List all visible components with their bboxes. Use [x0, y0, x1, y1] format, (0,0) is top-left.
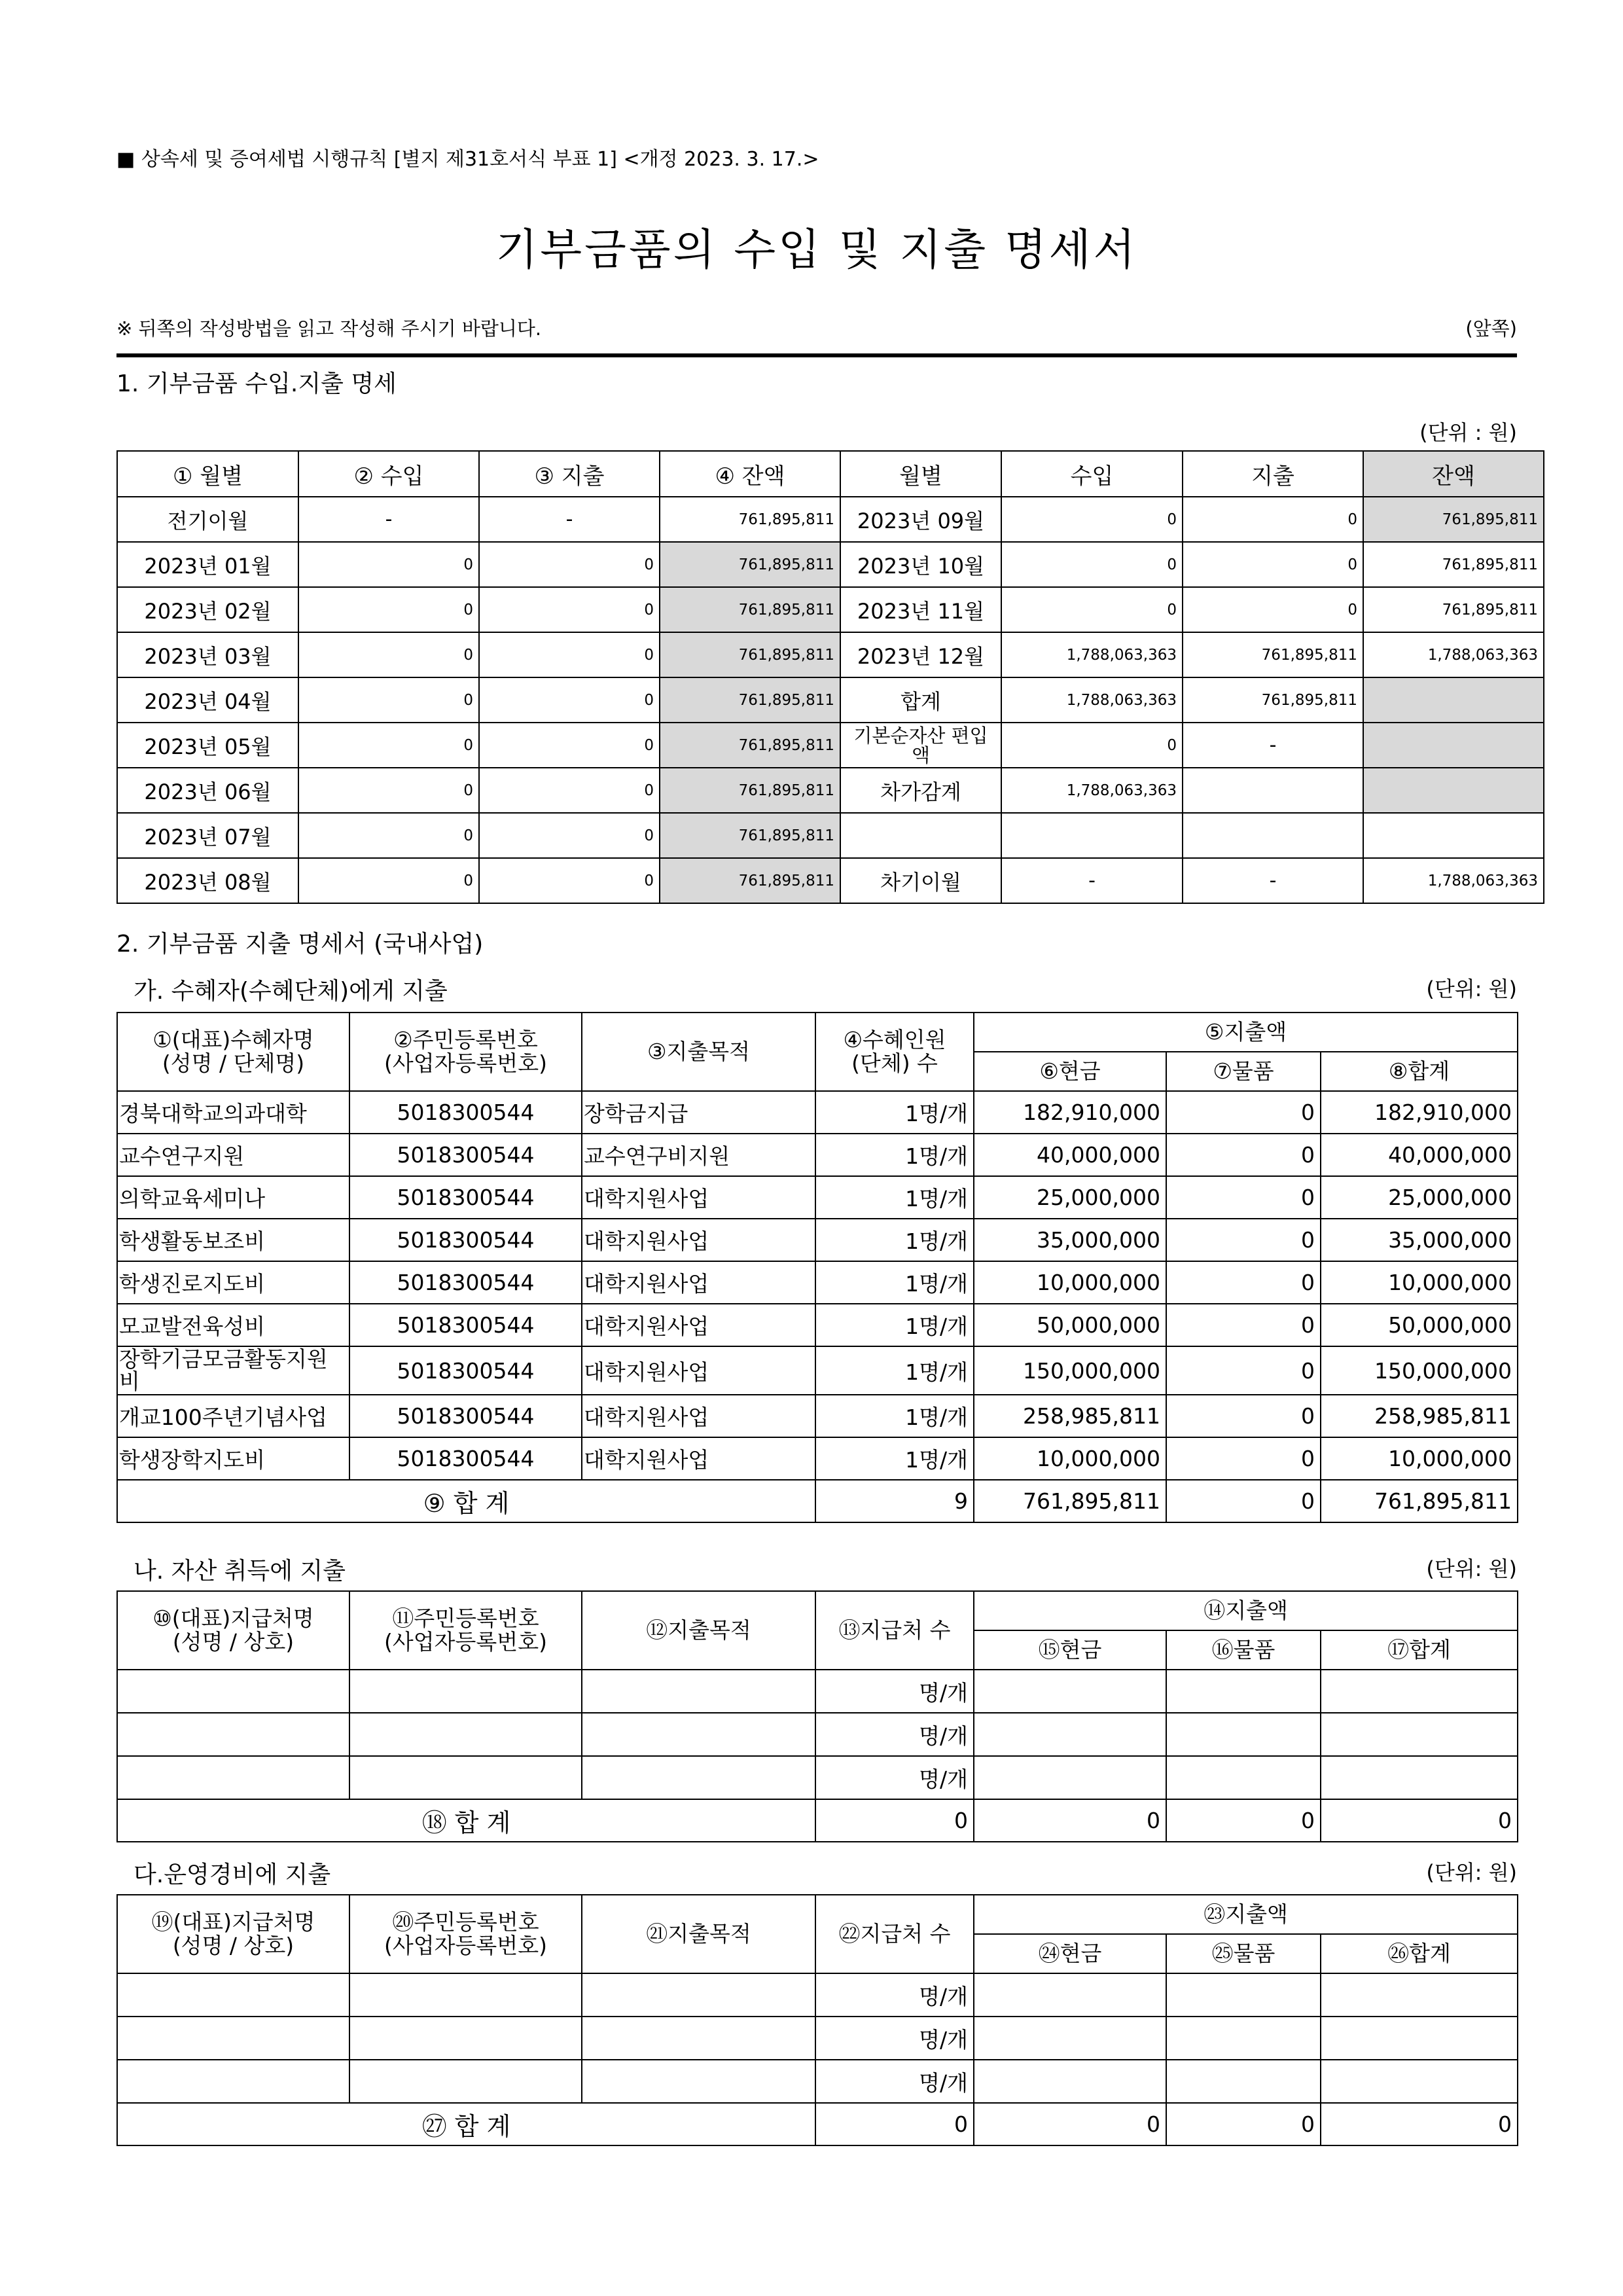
expense-cell: 0	[479, 768, 660, 813]
reg-no-cell: 5018300544	[349, 1261, 582, 1304]
header-reg-no	[349, 1895, 582, 1973]
header-payee-line2: (성명 / 상호)	[172, 1933, 294, 1958]
expense-cell	[1183, 813, 1363, 858]
purpose-cell: 대학지원사업	[582, 1346, 815, 1395]
count-cell: 명/개	[815, 1756, 974, 1799]
balance-cell: 761,895,811	[660, 542, 840, 587]
header-payee	[117, 1895, 349, 1973]
sum-count: 9	[815, 1480, 974, 1522]
balance-cell: 1,788,063,363	[1363, 632, 1544, 677]
header-balance: ④ 잔액	[660, 451, 840, 497]
section1-unit: (단위 : 원)	[1419, 420, 1517, 445]
expense-cell	[1183, 768, 1363, 813]
sum-cash: 0	[974, 2103, 1166, 2145]
balance-cell: 761,895,811	[1363, 587, 1544, 632]
form-number: ■ 상속세 및 증여세법 시행규칙 [별지 제31호서식 부표 1] <개정 2023. 3. 17.>	[116, 148, 819, 171]
purpose-cell: 교수연구비지원	[582, 1134, 815, 1176]
income-cell: 0	[1001, 587, 1183, 632]
reg-no-cell	[349, 1756, 582, 1799]
count-cell: 1명/개	[815, 1091, 974, 1134]
reg-no-cell: 5018300544	[349, 1219, 582, 1261]
goods-cell	[1166, 1670, 1321, 1713]
goods-cell: 0	[1166, 1176, 1321, 1219]
month-cell: 전기이월	[117, 497, 298, 542]
total-cell	[1321, 2060, 1518, 2103]
header-reg-no-line2: (사업자등록번호)	[384, 1629, 547, 1655]
month-cell: 2023년 04월	[117, 677, 298, 723]
cash-cell: 10,000,000	[974, 1261, 1166, 1304]
count-cell: 1명/개	[815, 1176, 974, 1219]
count-cell: 1명/개	[815, 1261, 974, 1304]
cash-cell: 35,000,000	[974, 1219, 1166, 1261]
purpose-cell	[582, 1670, 815, 1713]
total-cell: 35,000,000	[1321, 1219, 1518, 1261]
cash-cell: 258,985,811	[974, 1395, 1166, 1437]
expense-cell: 0	[479, 723, 660, 768]
total-cell	[1321, 1670, 1518, 1713]
total-cell: 150,000,000	[1321, 1346, 1518, 1395]
sum-goods: 0	[1166, 1480, 1321, 1522]
sum-total: 761,895,811	[1321, 1480, 1518, 1522]
balance-cell: 761,895,811	[660, 723, 840, 768]
cash-cell: 182,910,000	[974, 1091, 1166, 1134]
header-count	[815, 1013, 974, 1091]
section2c-unit: (단위: 원)	[1426, 1860, 1517, 1885]
table-row	[117, 2017, 1518, 2060]
reg-no-cell: 5018300544	[349, 1176, 582, 1219]
reg-no-cell	[349, 2060, 582, 2103]
table-row	[117, 1395, 1518, 1437]
base-net-asset-label: 기본순자산 편입액	[840, 723, 1001, 768]
goods-cell	[1166, 2060, 1321, 2103]
goods-cell	[1166, 1973, 1321, 2017]
table-row	[117, 1346, 1518, 1395]
balance-cell: 761,895,811	[660, 497, 840, 542]
purpose-cell: 대학지원사업	[582, 1304, 815, 1346]
sum-goods: 0	[1166, 1799, 1321, 1842]
table-header-row	[117, 451, 1544, 497]
income-expense-table	[116, 450, 1544, 904]
goods-cell: 0	[1166, 1091, 1321, 1134]
sum-cash: 0	[974, 1799, 1166, 1842]
total-cell	[1321, 1713, 1518, 1756]
table-row	[117, 587, 1544, 632]
count-cell: 1명/개	[815, 1395, 974, 1437]
reg-no-cell: 5018300544	[349, 1091, 582, 1134]
month-cell: 2023년 03월	[117, 632, 298, 677]
cash-cell	[974, 1670, 1166, 1713]
table-row	[117, 632, 1544, 677]
purpose-cell: 대학지원사업	[582, 1219, 815, 1261]
sum-total: 0	[1321, 2103, 1518, 2145]
goods-cell	[1166, 2017, 1321, 2060]
purpose-cell: 대학지원사업	[582, 1176, 815, 1219]
purpose-cell	[582, 2017, 815, 2060]
table-row	[117, 1756, 1518, 1799]
asset-expense-table	[116, 1590, 1518, 1842]
income-cell: 0	[298, 677, 479, 723]
purpose-cell	[582, 1973, 815, 2017]
header-total: ⑧합계	[1321, 1052, 1518, 1091]
reg-no-cell	[349, 1713, 582, 1756]
month-cell: 2023년 05월	[117, 723, 298, 768]
reg-no-cell	[349, 2017, 582, 2060]
payee-cell	[117, 1973, 349, 2017]
table-row	[117, 1713, 1518, 1756]
header-amount: ⑤지출액	[974, 1013, 1518, 1052]
purpose-cell	[582, 1756, 815, 1799]
purpose-cell: 대학지원사업	[582, 1261, 815, 1304]
income-cell	[1001, 813, 1183, 858]
table-row	[117, 813, 1544, 858]
table-row	[117, 723, 1544, 768]
table-row	[117, 1176, 1518, 1219]
income-cell: 1,788,063,363	[1001, 768, 1183, 813]
balance-cell	[1363, 677, 1544, 723]
table-row	[117, 1219, 1518, 1261]
total-cell: 258,985,811	[1321, 1395, 1518, 1437]
table-row	[117, 542, 1544, 587]
header-goods: ㉕물품	[1166, 1934, 1321, 1973]
header-month-2: 월별	[840, 451, 1001, 497]
month-cell: 2023년 08월	[117, 858, 298, 903]
header-beneficiary	[117, 1013, 349, 1091]
reg-no-cell	[349, 1670, 582, 1713]
cash-cell: 40,000,000	[974, 1134, 1166, 1176]
beneficiary-expense-table	[116, 1012, 1518, 1523]
total-cell: 50,000,000	[1321, 1304, 1518, 1346]
net-total-label: 차가감계	[840, 768, 1001, 813]
income-cell: -	[1001, 858, 1183, 903]
header-beneficiary-line1: ①(대표)수혜자명	[152, 1027, 314, 1052]
header-cash: ⑮현금	[974, 1630, 1166, 1670]
sum-label: ⑨ 합 계	[117, 1480, 815, 1522]
header-reg-no	[349, 1591, 582, 1670]
goods-cell: 0	[1166, 1346, 1321, 1395]
header-purpose: ⑫지출목적	[582, 1591, 815, 1670]
expense-cell: -	[1183, 723, 1363, 768]
income-cell: 0	[1001, 723, 1183, 768]
sum-label: ⑱ 합 계	[117, 1799, 815, 1842]
beneficiary-cell: 교수연구지원	[117, 1134, 349, 1176]
count-cell: 명/개	[815, 1713, 974, 1756]
income-cell: -	[298, 497, 479, 542]
header-reg-no-line1: ⑳주민등록번호	[392, 1909, 539, 1935]
header-expense-2: 지출	[1183, 451, 1363, 497]
income-cell: 0	[298, 813, 479, 858]
expense-cell: 0	[1183, 587, 1363, 632]
cash-cell	[974, 1713, 1166, 1756]
month-cell: 2023년 10월	[840, 542, 1001, 587]
header-goods: ⑦물품	[1166, 1052, 1321, 1091]
sum-goods: 0	[1166, 2103, 1321, 2145]
income-cell: 1,788,063,363	[1001, 677, 1183, 723]
sum-row	[117, 1799, 1518, 1842]
header-payee-count: ㉒지급처 수	[815, 1895, 974, 1973]
table-row	[117, 1134, 1518, 1176]
purpose-cell	[582, 2060, 815, 2103]
goods-cell	[1166, 1756, 1321, 1799]
payee-cell	[117, 1756, 349, 1799]
page-side-label: (앞쪽)	[1465, 317, 1517, 340]
table-row	[117, 1091, 1518, 1134]
cash-cell	[974, 1973, 1166, 2017]
income-cell: 0	[298, 768, 479, 813]
purpose-cell	[582, 1713, 815, 1756]
goods-cell	[1166, 1713, 1321, 1756]
cash-cell: 150,000,000	[974, 1346, 1166, 1395]
beneficiary-cell: 경북대학교의과대학	[117, 1091, 349, 1134]
cash-cell	[974, 2017, 1166, 2060]
section2a-title: 가. 수혜자(수혜단체)에게 지출	[134, 978, 448, 1005]
total-cell: 182,910,000	[1321, 1091, 1518, 1134]
reg-no-cell: 5018300544	[349, 1346, 582, 1395]
header-total: ⑰합계	[1321, 1630, 1518, 1670]
expense-cell: 0	[479, 542, 660, 587]
section2b-unit: (단위: 원)	[1426, 1556, 1517, 1581]
section2a-unit: (단위: 원)	[1426, 977, 1517, 1001]
header-payee-line1: ⑲(대표)지급처명	[151, 1909, 315, 1935]
balance-cell	[1363, 813, 1544, 858]
total-cell: 10,000,000	[1321, 1437, 1518, 1480]
goods-cell: 0	[1166, 1437, 1321, 1480]
header-reg-no	[349, 1013, 582, 1091]
balance-cell: 761,895,811	[660, 813, 840, 858]
header-payee-line2: (성명 / 상호)	[172, 1629, 294, 1655]
goods-cell: 0	[1166, 1219, 1321, 1261]
payee-cell	[117, 2017, 349, 2060]
balance-cell	[1363, 768, 1544, 813]
header-reg-no-line2: (사업자등록번호)	[384, 1050, 547, 1076]
purpose-cell: 대학지원사업	[582, 1395, 815, 1437]
section2-title: 2. 기부금품 지출 명세서 (국내사업)	[116, 931, 484, 958]
count-cell: 1명/개	[815, 1437, 974, 1480]
header-purpose: ㉑지출목적	[582, 1895, 815, 1973]
month-cell: 2023년 12월	[840, 632, 1001, 677]
table-row	[117, 1973, 1518, 2017]
payee-cell	[117, 1713, 349, 1756]
month-cell	[840, 813, 1001, 858]
expense-cell: 761,895,811	[1183, 632, 1363, 677]
count-cell: 명/개	[815, 2060, 974, 2103]
reg-no-cell: 5018300544	[349, 1134, 582, 1176]
beneficiary-cell: 학생활동보조비	[117, 1219, 349, 1261]
table-row	[117, 677, 1544, 723]
page-title: 기부금품의 수입 및 지출 명세서	[495, 224, 1138, 275]
table-row	[117, 1304, 1518, 1346]
balance-cell: 761,895,811	[1363, 497, 1544, 542]
section2c-title: 다.운영경비에 지출	[134, 1861, 331, 1888]
count-cell: 1명/개	[815, 1304, 974, 1346]
header-amount: ⑭지출액	[974, 1591, 1518, 1630]
expense-cell: 0	[479, 587, 660, 632]
expense-cell: 0	[1183, 542, 1363, 587]
expense-cell: 0	[479, 813, 660, 858]
header-cash: ㉔현금	[974, 1934, 1166, 1973]
month-cell: 2023년 01월	[117, 542, 298, 587]
balance-cell: 761,895,811	[660, 768, 840, 813]
income-cell: 0	[298, 632, 479, 677]
sum-row	[117, 1480, 1518, 1522]
instruction-note: ※ 뒤쪽의 작성방법을 읽고 작성해 주시기 바랍니다.	[116, 317, 542, 340]
header-beneficiary-line2: (성명 / 단체명)	[162, 1050, 305, 1076]
count-cell: 1명/개	[815, 1134, 974, 1176]
cash-cell	[974, 1756, 1166, 1799]
goods-cell: 0	[1166, 1304, 1321, 1346]
cash-cell	[974, 2060, 1166, 2103]
header-purpose: ③지출목적	[582, 1013, 815, 1091]
operating-expense-table	[116, 1894, 1518, 2146]
goods-cell: 0	[1166, 1134, 1321, 1176]
header-reg-no-line1: ②주민등록번호	[393, 1027, 538, 1052]
header-goods: ⑯물품	[1166, 1630, 1321, 1670]
header-payee-line1: ⑩(대표)지급처명	[152, 1605, 314, 1631]
table-row	[117, 1261, 1518, 1304]
cash-cell: 10,000,000	[974, 1437, 1166, 1480]
count-cell: 1명/개	[815, 1219, 974, 1261]
beneficiary-cell: 개교100주년기념사업	[117, 1395, 349, 1437]
count-cell: 명/개	[815, 2017, 974, 2060]
month-cell: 2023년 02월	[117, 587, 298, 632]
expense-cell: -	[479, 497, 660, 542]
sum-row	[117, 2103, 1518, 2145]
month-cell: 2023년 06월	[117, 768, 298, 813]
sum-label: ㉗ 합 계	[117, 2103, 815, 2145]
month-cell: 2023년 11월	[840, 587, 1001, 632]
expense-cell: -	[1183, 858, 1363, 903]
sum-cash: 761,895,811	[974, 1480, 1166, 1522]
month-cell: 2023년 07월	[117, 813, 298, 858]
month-cell: 2023년 09월	[840, 497, 1001, 542]
table-row	[117, 1437, 1518, 1480]
table-row	[117, 497, 1544, 542]
income-cell: 0	[298, 587, 479, 632]
table-row	[117, 2060, 1518, 2103]
reg-no-cell: 5018300544	[349, 1395, 582, 1437]
balance-cell	[1363, 723, 1544, 768]
total-cell	[1321, 1973, 1518, 2017]
income-cell: 0	[1001, 497, 1183, 542]
header-income-2: 수입	[1001, 451, 1183, 497]
section1-title: 1. 기부금품 수입.지출 명세	[116, 370, 397, 397]
header-payee-count: ⑬지급처 수	[815, 1591, 974, 1670]
beneficiary-cell: 학생장학지도비	[117, 1437, 349, 1480]
balance-cell: 761,895,811	[1363, 542, 1544, 587]
count-cell: 명/개	[815, 1670, 974, 1713]
payee-cell	[117, 1670, 349, 1713]
cash-cell: 25,000,000	[974, 1176, 1166, 1219]
count-cell: 명/개	[815, 1973, 974, 2017]
income-cell: 1,788,063,363	[1001, 632, 1183, 677]
sum-count: 0	[815, 1799, 974, 1842]
header-amount: ㉓지출액	[974, 1895, 1518, 1934]
purpose-cell: 대학지원사업	[582, 1437, 815, 1480]
expense-cell: 0	[479, 632, 660, 677]
carry-forward-label: 차기이월	[840, 858, 1001, 903]
header-month: ① 월별	[117, 451, 298, 497]
title-divider	[116, 353, 1517, 357]
balance-cell: 761,895,811	[660, 587, 840, 632]
income-cell: 0	[298, 542, 479, 587]
table-row	[117, 768, 1544, 813]
sum-count: 0	[815, 2103, 974, 2145]
cash-cell: 50,000,000	[974, 1304, 1166, 1346]
header-payee	[117, 1591, 349, 1670]
beneficiary-cell: 의학교육세미나	[117, 1176, 349, 1219]
header-reg-no-line1: ⑪주민등록번호	[392, 1605, 539, 1631]
reg-no-cell: 5018300544	[349, 1437, 582, 1480]
total-cell: 25,000,000	[1321, 1176, 1518, 1219]
header-balance-2: 잔액	[1363, 451, 1544, 497]
count-cell: 1명/개	[815, 1346, 974, 1395]
table-row	[117, 1670, 1518, 1713]
reg-no-cell: 5018300544	[349, 1304, 582, 1346]
header-total: ㉖합계	[1321, 1934, 1518, 1973]
income-cell: 0	[298, 858, 479, 903]
beneficiary-cell: 장학기금모금활동지원비	[117, 1346, 349, 1395]
total-label: 합계	[840, 677, 1001, 723]
expense-cell: 761,895,811	[1183, 677, 1363, 723]
beneficiary-cell: 모교발전육성비	[117, 1304, 349, 1346]
table-row	[117, 858, 1544, 903]
goods-cell: 0	[1166, 1261, 1321, 1304]
expense-cell: 0	[479, 858, 660, 903]
header-cash: ⑥현금	[974, 1052, 1166, 1091]
income-cell: 0	[1001, 542, 1183, 587]
header-income: ② 수입	[298, 451, 479, 497]
expense-cell: 0	[479, 677, 660, 723]
header-expense: ③ 지출	[479, 451, 660, 497]
goods-cell: 0	[1166, 1395, 1321, 1437]
total-cell	[1321, 2017, 1518, 2060]
payee-cell	[117, 2060, 349, 2103]
header-reg-no-line2: (사업자등록번호)	[384, 1933, 547, 1958]
sum-total: 0	[1321, 1799, 1518, 1842]
balance-cell: 761,895,811	[660, 858, 840, 903]
header-count-line1: ④수혜인원	[843, 1027, 946, 1052]
balance-cell: 761,895,811	[660, 632, 840, 677]
purpose-cell: 장학금지급	[582, 1091, 815, 1134]
section2b-title: 나. 자산 취득에 지출	[134, 1558, 346, 1585]
total-cell	[1321, 1756, 1518, 1799]
balance-cell: 1,788,063,363	[1363, 858, 1544, 903]
total-cell: 10,000,000	[1321, 1261, 1518, 1304]
reg-no-cell	[349, 1973, 582, 2017]
income-cell: 0	[298, 723, 479, 768]
balance-cell: 761,895,811	[660, 677, 840, 723]
expense-cell: 0	[1183, 497, 1363, 542]
header-count-line2: (단체) 수	[851, 1050, 938, 1076]
total-cell: 40,000,000	[1321, 1134, 1518, 1176]
beneficiary-cell: 학생진로지도비	[117, 1261, 349, 1304]
